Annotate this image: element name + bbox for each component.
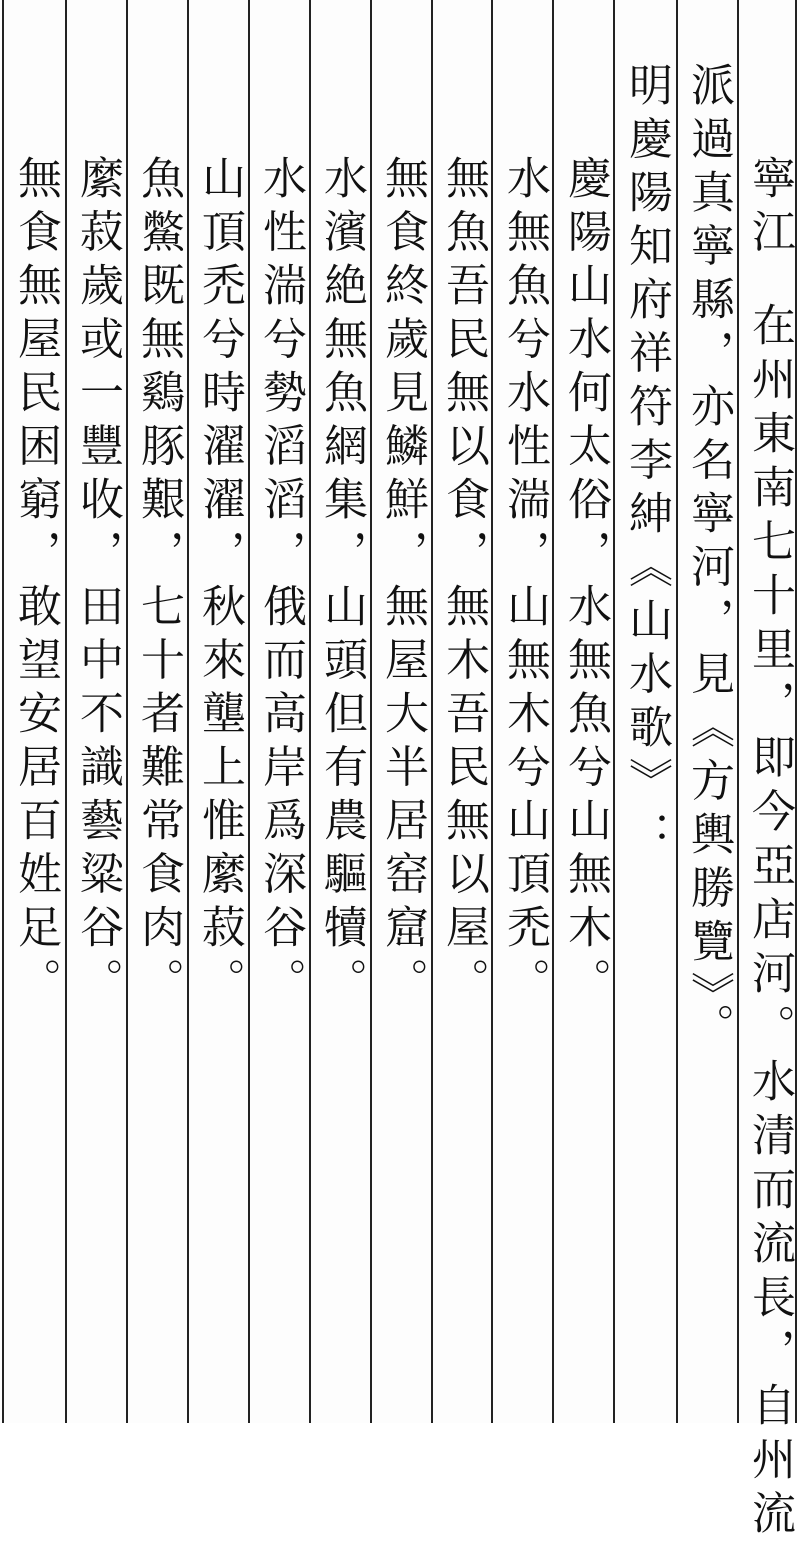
text-column-heading-body: 在州東南七十里，即今亞店河。水清而流長，自州流 [744, 302, 795, 1544]
text-column: 水濱絶無魚網集，山頭但有農驅犢。 [316, 155, 367, 1011]
text-column: 派過真寧縣，亦名寧河，見《方輿勝覽》。 [683, 62, 734, 1057]
column-rule [248, 0, 250, 1423]
text-column: 水無魚兮水性湍，山無木兮山頂禿。 [499, 155, 550, 1011]
text-column: 縻菽歲或一豐收，田中不識藝粱谷。 [72, 155, 123, 1011]
column-rule [2, 0, 4, 1423]
text-column: 無魚吾民無以食，無木吾民無以屋。 [438, 155, 489, 1011]
text-column: 水性湍兮勢滔滔，俄而高岸爲深谷。 [255, 155, 306, 1011]
column-rule [65, 0, 67, 1423]
text-column: 無食終歲見鱗鮮，無屋大半居窑窟。 [377, 155, 428, 1011]
column-rule [737, 0, 739, 1423]
text-column: 明慶陽知府祥符李紳《山水歌》： [621, 62, 672, 865]
text-column: 山頂禿兮時濯濯，秋來壟上惟縻菽。 [194, 155, 245, 1011]
column-rule [370, 0, 372, 1423]
text-column-heading: 寧江 [744, 155, 795, 262]
column-rule [676, 0, 678, 1423]
column-rule [126, 0, 128, 1423]
text-column: 無食無屋民困窮，敢望安居百姓足。 [10, 155, 61, 1011]
text-column: 魚鱉既無鷄豚艱，七十者難常食肉。 [133, 155, 184, 1011]
column-rule [187, 0, 189, 1423]
text-column: 慶陽山水何太俗，水無魚兮山無木。 [560, 155, 611, 1011]
column-rule [309, 0, 311, 1423]
column-rule [431, 0, 433, 1423]
